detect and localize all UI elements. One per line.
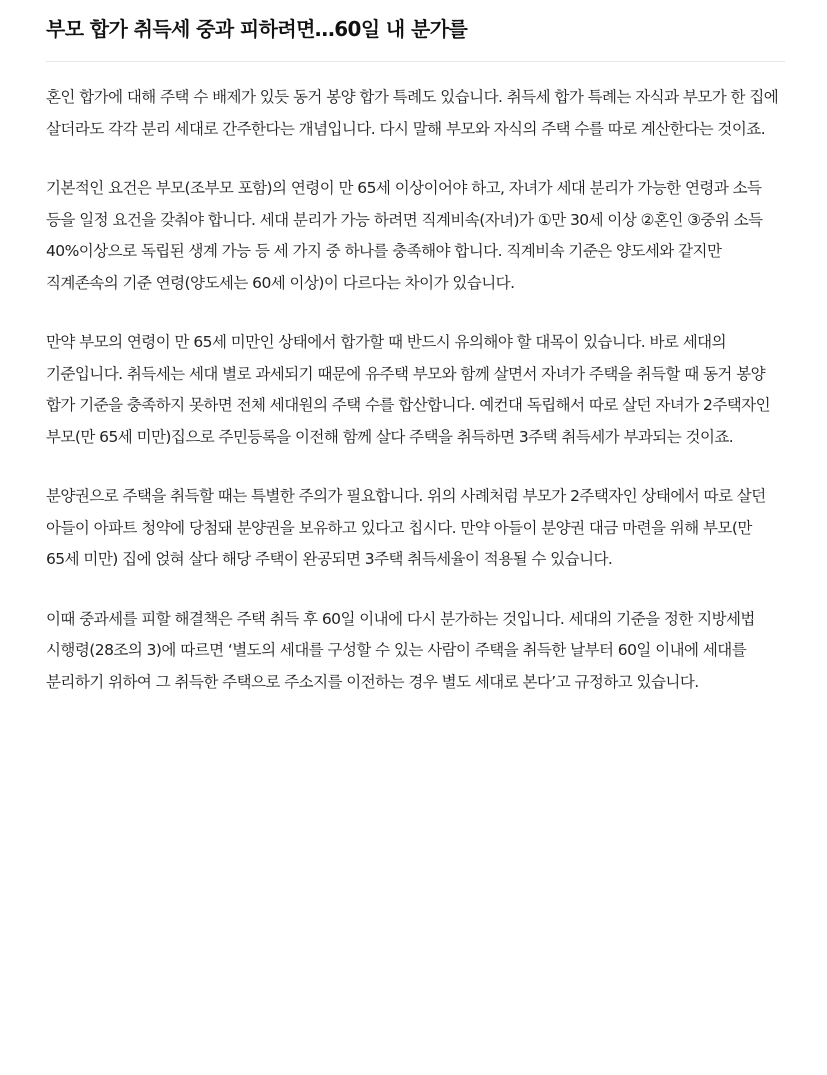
- paragraph-4: 분양권으로 주택을 취득할 때는 특별한 주의가 필요합니다. 위의 사례처럼 부모가 2주택자인 상태에서 따로 살던 아들이 아파트 청약에 당첨돼 분양권을 보유하고 있다고 칩시다. 만약 아들이 분양권 대금 마련을 위해 부모(만 65세 미만) 집에 얹혀 살다 해당 주택이 완공되면 3주택 취득세율이 적용될 수 있습니다.: [46, 487, 766, 568]
- paragraph-3: 만약 부모의 연령이 만 65세 미만인 상태에서 합가할 때 반드시 유의해야 할 대목이 있습니다. 바로 세대의 기준입니다. 취득세는 세대 별로 과세되기 때문에 유주택 부모와 함께 살면서 자녀가 주택을 취득할 때 동거 봉양 합가 기준을 충족하지 못하면 전체 세대원의 주택 수를 합산합니다. 예컨대 독립해서 따로 살던 자녀가 2주택자인 부모(만 65세 미만)집으로 주민등록을 이전해 함께 살다 주택을 취득하면 3주택 취득세가 부과되는 것이죠.: [46, 333, 771, 446]
- paragraph-1: 혼인 합가에 대해 주택 수 배제가 있듯 동거 봉양 합가 특례도 있습니다. 취득세 합가 특례는 자식과 부모가 한 집에 살더라도 각각 분리 세대로 간주한다는 개념입니다. 다시 말해 부모와 자식의 주택 수를 따로 계산한다는 것이죠.: [46, 88, 779, 138]
- paragraph-5: 이때 중과세를 피할 해결책은 주택 취득 후 60일 이내에 다시 분가하는 것입니다. 세대의 기준을 정한 지방세법 시행령(28조의 3)에 따르면 ‘별도의 세대를 구성할 수 있는 사람이 주택을 취득한 날부터 60일 이내에 세대를 분리하기 위하여 그 취득한 주택으로 주소지를 이전하는 경우 별도 세대로 본다’고 규정하고 있습니다.: [46, 609, 755, 691]
- title-divider: [46, 61, 785, 62]
- paragraph-2: 기본적인 요건은 부모(조부모 포함)의 연령이 만 65세 이상이어야 하고, 자녀가 세대 분리가 가능한 연령과 소득 등을 일정 요건을 갖춰야 합니다. 세대 분리가 가능 하려면 직계비속(자녀)가 ①만 30세 이상 ②혼인 ③중위 소득 40%이상으로 독립된 생계 가능 등 세 가지 중 하나를 충족해야 합니다. 직계비속 기준은 양도세와 같지만 직계존속의 기준 연령(양도세는 60세 이상)이 다르다는 차이가 있습니다.: [46, 179, 763, 292]
- article-title: 부모 합가 취득세 중과 피하려면…60일 내 분가를: [46, 17, 468, 41]
